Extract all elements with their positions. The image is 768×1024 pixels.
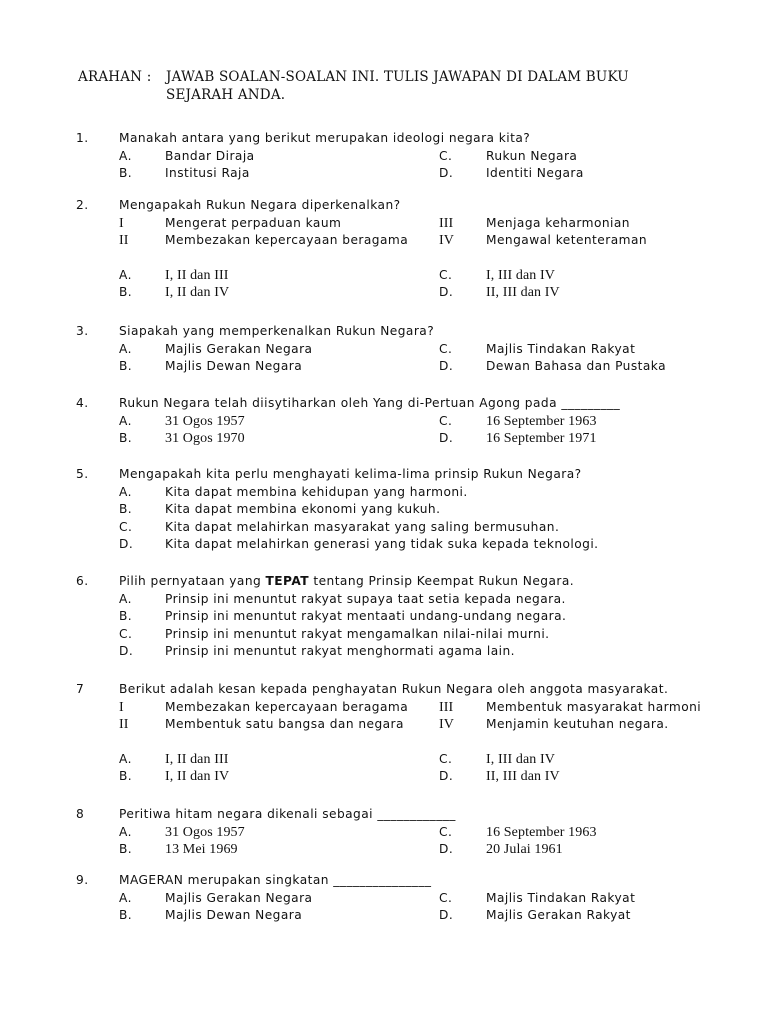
option-b-label: B. <box>119 285 133 299</box>
option-b-label: B. <box>119 609 133 623</box>
option-d: Kita dapat melahirkan generasi yang tidak suka kepada teknologi. <box>165 537 599 551</box>
option-c-label: C. <box>439 413 453 428</box>
option-c: Rukun Negara <box>486 148 578 163</box>
option-d: Dewan Bahasa dan Pustaka <box>486 359 667 373</box>
option-c: Majlis Tindakan Rakyat <box>486 890 636 905</box>
option-b-label: B. <box>119 166 133 180</box>
question-5 <box>0 466 768 554</box>
statement-iv-label: IV <box>439 233 454 248</box>
option-a: Majlis Gerakan Negara <box>165 341 313 356</box>
option-d-label: D. <box>439 359 454 373</box>
option-b: Prinsip ini menuntut rakyat mentaati undang-undang negara. <box>165 609 567 623</box>
option-d-label: D. <box>439 908 454 922</box>
statement-iii-label: III <box>439 699 454 715</box>
option-row <box>0 907 768 925</box>
option-b-label: B. <box>119 359 133 373</box>
question-2 <box>0 197 768 302</box>
option-b: Kita dapat membina ekonomi yang kukuh. <box>165 502 441 516</box>
question-number: 4. <box>76 396 89 410</box>
option-b-label: B. <box>119 769 133 783</box>
question-stem: Siapakah yang memperkenalkan Rukun Negara? <box>119 324 435 338</box>
option-d: II, III dan IV <box>486 285 560 300</box>
option-b-label: B. <box>119 908 133 922</box>
statement-iv: Menjamin keutuhan negara. <box>486 717 669 731</box>
option-d-label: D. <box>439 431 454 445</box>
option-d: Majlis Gerakan Rakyat <box>486 908 631 922</box>
option-a: Kita dapat membina kehidupan yang harmoni. <box>165 484 468 499</box>
option-c: I, III dan IV <box>486 751 555 767</box>
statement-row <box>0 215 768 233</box>
option-c-label: C. <box>439 751 453 766</box>
option-c: Kita dapat melahirkan masyarakat yang saling bermusuhan. <box>165 519 560 534</box>
option-a: Prinsip ini menuntut rakyat supaya taat setia kepada negara. <box>165 591 566 606</box>
option-a-label: A. <box>119 890 132 905</box>
instructions-text: JAWAB SOALAN-SOALAN INI. TULIS JAWAPAN DI DALAM BUKU SEJARAH ANDA. <box>166 69 629 103</box>
question-9 <box>0 872 768 925</box>
option-row <box>0 536 768 554</box>
option-a-label: A. <box>119 148 132 163</box>
option-d: 20 Julai 1961 <box>486 842 563 857</box>
option-row <box>0 430 768 448</box>
statement-ii: Membentuk satu bangsa dan negara <box>165 717 404 731</box>
option-row <box>0 413 768 431</box>
question-number: 9. <box>76 873 89 887</box>
option-row <box>0 358 768 376</box>
option-row <box>0 824 768 842</box>
option-d: Identiti Negara <box>486 166 584 180</box>
question-stem: MAGERAN merupakan singkatan _______________ <box>119 873 432 887</box>
statement-iii-label: III <box>439 215 454 231</box>
option-b: 31 Ogos 1970 <box>165 431 245 446</box>
option-a-label: A. <box>119 591 132 606</box>
instructions-label: ARAHAN : <box>78 69 152 85</box>
option-row <box>0 284 768 302</box>
option-a-label: A. <box>119 267 132 282</box>
statement-iv-label: IV <box>439 717 454 732</box>
statement-iv: Mengawal ketenteraman <box>486 233 648 247</box>
question-stem: Rukun Negara telah diisytiharkan oleh Yang di-Pertuan Agong pada _________ <box>119 396 621 410</box>
option-row <box>0 768 768 786</box>
option-d: Prinsip ini menuntut rakyat menghormati agama lain. <box>165 644 515 658</box>
question-number: 2. <box>76 198 89 212</box>
question-stem: Mengapakah kita perlu menghayati kelima-lima prinsip Rukun Negara? <box>119 467 582 481</box>
option-b: Institusi Raja <box>165 166 250 180</box>
statement-i: Mengerat perpaduan kaum <box>165 215 342 230</box>
option-d-label: D. <box>119 537 134 551</box>
option-c: Majlis Tindakan Rakyat <box>486 341 636 356</box>
option-c-label: C. <box>439 890 453 905</box>
option-c-label: C. <box>439 267 453 282</box>
question-7 <box>0 681 768 786</box>
option-a: Majlis Gerakan Negara <box>165 890 313 905</box>
question-number: 3. <box>76 324 89 338</box>
option-c-label: C. <box>119 519 133 534</box>
option-d-label: D. <box>119 644 134 658</box>
option-a-label: A. <box>119 751 132 766</box>
statement-ii-label: II <box>119 233 129 248</box>
statement-row <box>0 699 768 717</box>
option-b-label: B. <box>119 431 133 445</box>
option-c: 16 September 1963 <box>486 413 597 429</box>
option-a-label: A. <box>119 824 132 839</box>
emphasis-word: TEPAT <box>265 574 310 588</box>
statement-ii: Membezakan kepercayaan beragama <box>165 233 409 247</box>
option-c-label: C. <box>439 824 453 839</box>
option-d-label: D. <box>439 842 454 856</box>
question-stem: Pilih pernyataan yang TEPAT tentang Prinsip Keempat Rukun Negara. <box>119 574 575 588</box>
statement-i: Membezakan kepercayaan beragama <box>165 699 409 714</box>
option-row <box>0 267 768 285</box>
statement-iii: Membentuk masyarakat harmoni <box>486 699 702 714</box>
option-b-label: B. <box>119 502 133 516</box>
statement-i-label: I <box>119 215 124 231</box>
option-a: I, II dan III <box>165 751 229 767</box>
option-a-label: A. <box>119 413 132 428</box>
option-c: 16 September 1963 <box>486 824 597 840</box>
option-d: II, III dan IV <box>486 769 560 784</box>
option-b: Majlis Dewan Negara <box>165 908 303 922</box>
option-row <box>0 890 768 908</box>
option-row <box>0 643 768 661</box>
option-d: 16 September 1971 <box>486 431 597 446</box>
question-3 <box>0 323 768 376</box>
option-c: Prinsip ini menuntut rakyat mengamalkan nilai-nilai murni. <box>165 626 550 641</box>
option-a: 31 Ogos 1957 <box>165 824 245 840</box>
option-row <box>0 751 768 769</box>
question-stem: Berikut adalah kesan kepada penghayatan Rukun Negara oleh anggota masyarakat. <box>119 682 669 696</box>
option-b-label: B. <box>119 842 133 856</box>
option-row <box>0 591 768 609</box>
option-b: Majlis Dewan Negara <box>165 359 303 373</box>
question-number: 6. <box>76 574 89 588</box>
option-row <box>0 841 768 859</box>
option-c: I, III dan IV <box>486 267 555 283</box>
option-row <box>0 501 768 519</box>
question-1 <box>0 130 768 183</box>
option-a: I, II dan III <box>165 267 229 283</box>
option-row <box>0 608 768 626</box>
statement-i-label: I <box>119 699 124 715</box>
option-d-label: D. <box>439 285 454 299</box>
option-a-label: A. <box>119 484 132 499</box>
option-c-label: C. <box>119 626 133 641</box>
option-b: I, II dan IV <box>165 769 230 784</box>
option-c-label: C. <box>439 148 453 163</box>
statement-ii-label: II <box>119 717 129 732</box>
option-b: 13 Mei 1969 <box>165 842 238 857</box>
question-number: 1. <box>76 131 89 145</box>
question-8 <box>0 806 768 859</box>
question-stem: Mengapakah Rukun Negara diperkenalkan? <box>119 198 401 212</box>
option-d-label: D. <box>439 769 454 783</box>
statement-row <box>0 232 768 250</box>
question-6 <box>0 573 768 661</box>
option-d-label: D. <box>439 166 454 180</box>
question-number: 5. <box>76 467 89 481</box>
option-row <box>0 341 768 359</box>
question-number: 8 <box>76 807 85 821</box>
option-a: 31 Ogos 1957 <box>165 413 245 429</box>
question-number: 7 <box>76 682 85 696</box>
statement-row <box>0 716 768 734</box>
question-4 <box>0 395 768 448</box>
question-stem: Peritiwa hitam negara dikenali sebagai ____________ <box>119 807 456 821</box>
option-row <box>0 484 768 502</box>
option-a: Bandar Diraja <box>165 148 255 163</box>
option-row <box>0 165 768 183</box>
option-row <box>0 519 768 537</box>
option-row <box>0 148 768 166</box>
statement-iii: Menjaga keharmonian <box>486 215 630 230</box>
option-b: I, II dan IV <box>165 285 230 300</box>
option-row <box>0 626 768 644</box>
option-c-label: C. <box>439 341 453 356</box>
option-a-label: A. <box>119 341 132 356</box>
question-stem: Manakah antara yang berikut merupakan ideologi negara kita? <box>119 131 531 145</box>
